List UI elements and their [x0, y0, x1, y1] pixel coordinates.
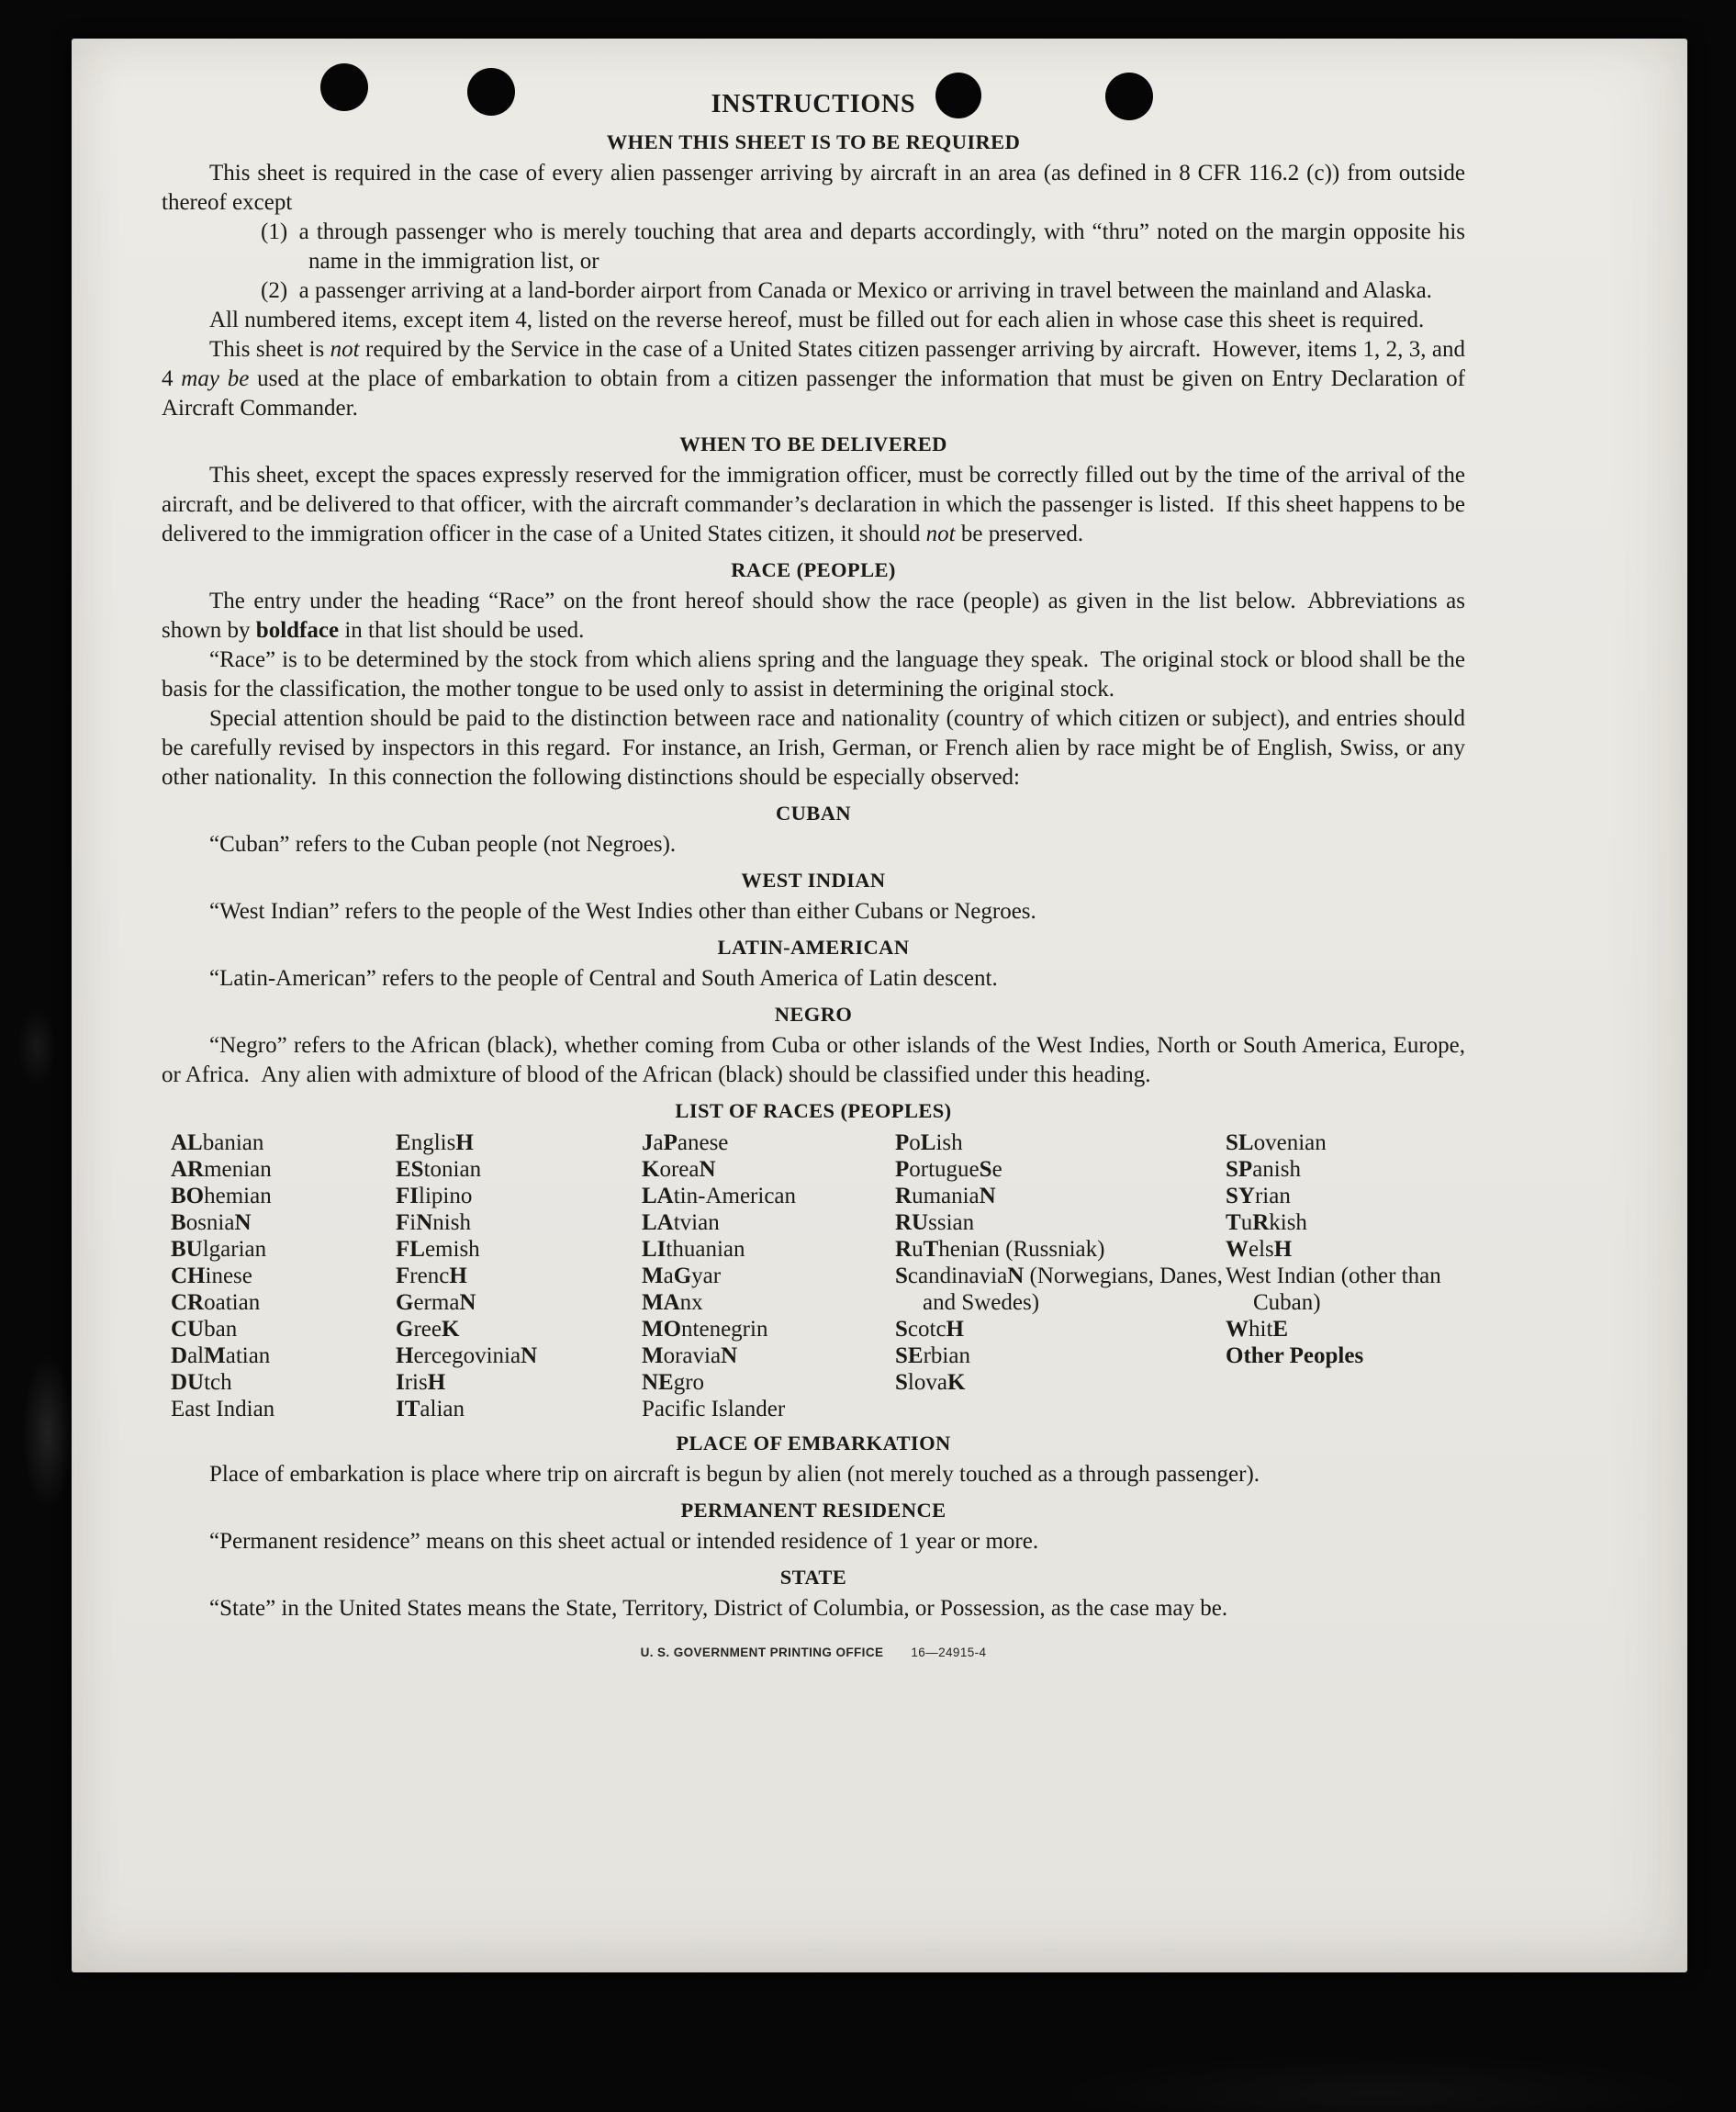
race-list-item: MoraviaN [642, 1343, 738, 1368]
heading-race-people: RACE (PEOPLE) [731, 558, 896, 581]
race-list-item: ARmenian [171, 1157, 272, 1182]
race-list-column-1 [171, 1129, 396, 1422]
race-list-item: FIlipino [396, 1184, 473, 1208]
race-list-item: GermaN [396, 1290, 476, 1315]
para-race-entry: The entry under the heading “Race” on the front hereof should show the race (people) as given in the list below. Abbreviations as shown by boldface in that list should be used. [162, 589, 1465, 643]
race-list-item: GreeK [396, 1317, 460, 1342]
race-list-column-4 [895, 1129, 1226, 1422]
race-list-item: NEgro [642, 1370, 705, 1395]
race-list-item: LIthuanian [642, 1237, 745, 1262]
heading-when-required: WHEN THIS SHEET IS TO BE REQUIRED [606, 130, 1021, 153]
heading-permanent-residence: PERMANENT RESIDENCE [680, 1499, 946, 1522]
race-list-item: WelsH [1226, 1237, 1293, 1262]
race-list-item: Pacific Islander [642, 1397, 786, 1421]
para-embarkation: Place of embarkation is place where trip on aircraft is begun by alien (not merely touched as a through passenger). [209, 1462, 1260, 1487]
race-list-item: FrencH [396, 1264, 467, 1288]
race-list-item: EStonian [396, 1157, 482, 1182]
heading-latin-american: LATIN-AMERICAN [717, 936, 910, 959]
race-list-item: ALbanian [171, 1130, 264, 1155]
race-list-item: SlovaK [895, 1370, 966, 1395]
list-item-2: (2) a passenger arriving at a land-border airport from Canada or Mexico or arriving in travel between the mainland and Alaska. [261, 278, 1432, 303]
document-page [72, 39, 1687, 1972]
race-list-item: BOhemian [171, 1184, 272, 1208]
race-list-item: FLemish [396, 1237, 480, 1262]
race-list-item: RUssian [895, 1210, 975, 1235]
race-list-item: DUtch [171, 1370, 232, 1395]
heading-place-of-embarkation: PLACE OF EMBARKATION [676, 1432, 951, 1455]
para-negro: “Negro” refers to the African (black), whether coming from Cuba or other islands of the West Indies, North or South America, Europe, or Africa. Any alien with admixture of blood of the African (black) should be classified under this heading. [162, 1033, 1465, 1087]
race-list-item: LAtin-American [642, 1184, 797, 1208]
race-list-item: ScotcH [895, 1317, 964, 1342]
heading-list-of-races: LIST OF RACES (PEOPLES) [675, 1099, 952, 1122]
para-state: “State” in the United States means the State, Territory, District of Columbia, or Possession, as the case may be. [209, 1596, 1228, 1621]
heading-negro: NEGRO [774, 1003, 853, 1026]
race-list-item: SPanish [1226, 1157, 1301, 1182]
para-not-required: This sheet is not required by the Service in the case of a United States citizen passenger arriving by aircraft. However, items 1, 2, 3, and 4 may be used at the place of embarkation to obtain from a citizen passenger the information that must be given on Entry Declaration of Aircraft Commander. [162, 337, 1466, 421]
race-list-item: DalMatian [171, 1343, 271, 1368]
race-list-item: SErbian [895, 1343, 970, 1368]
race-list-item: MAnx [642, 1290, 703, 1315]
heading-when-delivered: WHEN TO BE DELIVERED [679, 433, 947, 455]
race-list-item: CRoatian [171, 1290, 261, 1315]
para-residence: “Permanent residence” means on this sheet actual or intended residence of 1 year or more. [209, 1529, 1039, 1554]
para-numbered-items: All numbered items, except item 4, listed on the reverse hereof, must be filled out for each alien in whose case this sheet is required. [209, 308, 1425, 332]
para-latin-american: “Latin-American” refers to the people of Central and South America of Latin descent. [209, 966, 998, 991]
para-cuban: “Cuban” refers to the Cuban people (not Negroes). [209, 832, 677, 857]
heading-west-indian: WEST INDIAN [741, 869, 886, 892]
form-print-code: 16—24915-4 [911, 1646, 987, 1659]
race-list-item: MOntenegrin [642, 1317, 768, 1342]
race-list-item: BosniaN [171, 1210, 252, 1235]
race-list-item: CUban [171, 1317, 238, 1342]
para-race-stock: “Race” is to be determined by the stock from which aliens spring and the language they speak. The original stock or blood shall be the basis for the classification, the mother tongue to be used only to assist in determining the original stock. [162, 647, 1465, 702]
race-list-item: SYrian [1226, 1184, 1291, 1208]
race-list-item: ScandinaviaN (Norwegians, Danes, and Swedes) [895, 1264, 1223, 1315]
race-list-item: JaPanese [642, 1130, 729, 1155]
race-list-item: SLovenian [1226, 1130, 1327, 1155]
race-list-item: CHinese [171, 1264, 252, 1288]
race-list-item: West Indian (other than Cuban) [1226, 1264, 1441, 1315]
race-list-item: TuRkish [1226, 1210, 1307, 1235]
heading-cuban: CUBAN [775, 802, 851, 825]
race-list-item: PortugueSe [895, 1157, 1002, 1182]
race-list-item: IrisH [396, 1370, 446, 1395]
race-list-item: Other Peoples [1226, 1343, 1364, 1368]
race-list-item: East Indian [171, 1397, 275, 1421]
race-list-column-5 [1226, 1129, 1465, 1422]
para-race-nationality: Special attention should be paid to the distinction between race and nationality (country of which citizen or subject), and entries should be carefully revised by inspectors in this regard. For instance, an Irish, German, or French alien by race might be of English, Swiss, or any other nationality. In this connection the following distinctions should be especially observed: [162, 706, 1465, 790]
race-list-item: FiNnish [396, 1210, 471, 1235]
para-required-intro: This sheet is required in the case of every alien passenger arriving by aircraft in an area (as defined in 8 CFR 116.2 (c)) from outside thereof except [162, 161, 1465, 215]
race-list-item: MaGyar [642, 1264, 722, 1288]
document-content [72, 39, 1687, 1668]
race-list-column-2 [396, 1129, 642, 1422]
race-list-item: RuThenian (Russniak) [895, 1237, 1105, 1262]
printing-office-name: U. S. GOVERNMENT PRINTING OFFICE [640, 1646, 884, 1659]
race-list-item: PoLish [895, 1130, 963, 1155]
list-item-1: (1) a through passenger who is merely touching that area and departs accordingly, with “thru” noted on the margin opposite his name in the immigration list, or [261, 219, 1465, 274]
race-list-item: KoreaN [642, 1157, 716, 1182]
race-list-item: BUlgarian [171, 1237, 267, 1262]
race-list-item: ITalian [396, 1397, 465, 1421]
race-list-item: LAtvian [642, 1210, 720, 1235]
race-list-item: EnglisH [396, 1130, 474, 1155]
race-list-item: RumaniaN [895, 1184, 996, 1208]
race-list-item: HercegoviniaN [396, 1343, 538, 1368]
race-list-item: WhitE [1226, 1317, 1289, 1342]
race-list [171, 1129, 1465, 1422]
para-west-indian: “West Indian” refers to the people of the West Indies other than either Cubans or Negroes. [209, 899, 1036, 924]
para-delivered: This sheet, except the spaces expressly reserved for the immigration officer, must be correctly filled out by the time of the arrival of the aircraft, and be delivered to that officer, with the aircraft commander’s declaration in which the passenger is listed. If this sheet happens to be delivered to the immigration officer in the case of a United States citizen, it should not be preserved. [162, 463, 1465, 546]
heading-state: STATE [779, 1566, 847, 1589]
race-list-column-3 [642, 1129, 895, 1422]
printing-office-imprint [162, 1638, 1465, 1668]
page-title: INSTRUCTIONS [711, 90, 916, 118]
